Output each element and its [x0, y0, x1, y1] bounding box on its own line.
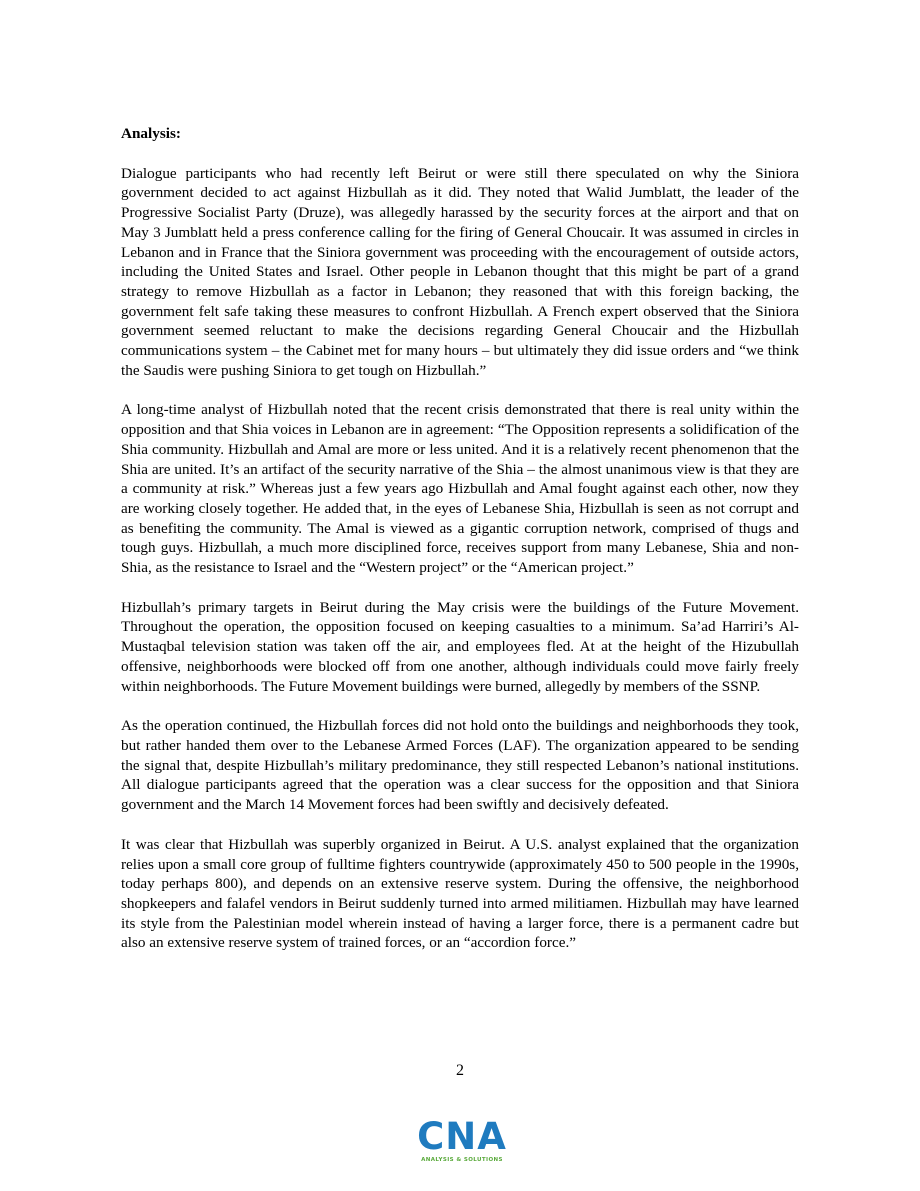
section-heading: Analysis: — [121, 125, 181, 142]
logo-tagline: ANALYSIS & SOLUTIONS — [421, 1157, 503, 1163]
paragraph: A long-time analyst of Hizbullah noted that the recent crisis demonstrated that there is real unity within the opposition and that Shia voices in Lebanon are in agreement: “The Opposition represents a solidification of the Shia community. Hizbullah and Amal are more or less united. And it is a relatively recent phenomenon that the Shia are united. It’s an artifact of the security narrative of the Shia – the almost unanimous view is that they are a community at risk.” Whereas just a few years ago Hizbullah and Amal fought against each other, now they are working closely together. He added that, in the eyes of Lebanese Shia, Hizbullah is seen as not corrupt and as benefiting the community. The Amal is viewed as a gigantic corruption network, comprised of thugs and tough guys. Hizbullah, a much more disciplined force, receives support from many Lebanese, Shia and non-Shia, as the resistance to Israel and the “Western project” or the “American project.” — [121, 401, 799, 577]
document-body — [121, 124, 799, 973]
logo-wordmark: CNA — [417, 1115, 507, 1158]
cna-logo — [414, 1117, 510, 1167]
page-number: 2 — [456, 1062, 464, 1079]
paragraph: It was clear that Hizbullah was superbly organized in Beirut. A U.S. analyst explained that the organization relies upon a small core group of fulltime fighters countrywide (approximately 450 to 500 people in the 1990s, today perhaps 800), and depends on an extensive reserve system. During the offensive, the neighborhood shopkeepers and falafel vendors in Beirut suddenly turned into armed militiamen. Hizbullah may have learned its style from the Palestinian model wherein instead of having a larger force, there is a permanent cadre but also an extensive reserve system of trained forces, or an “accordion force.” — [121, 835, 799, 952]
paragraph: Hizbullah’s primary targets in Beirut during the May crisis were the buildings of the Future Movement. Throughout the operation, the opposition focused on keeping casualties to a minimum. Sa’ad Harriri’s Al-Mustaqbal television station was taken off the air, and employees fled. At at the height of the Hizubullah offensive, neighborhoods were blocked off from one another, although individuals could move fairly freely within neighborhoods. The Future Movement buildings were burned, allegedly by members of the SSNP. — [121, 598, 799, 695]
paragraph: Dialogue participants who had recently left Beirut or were still there speculated on why the Siniora government decided to act against Hizbullah as it did. They noted that Walid Jumblatt, the leader of the Progressive Socialist Party (Druze), was allegedly harassed by the security forces at the airport and that on May 3 Jumblatt held a press conference calling for the firing of General Choucair. It was assumed in circles in Lebanon and in France that the Siniora government was proceeding with the encouragement of outside actors, including the United States and Israel. Other people in Lebanon thought that this might be part of a grand strategy to remove Hizbullah as a factor in Lebanon; they reasoned that with this foreign backing, the government felt safe taking these measures to confront Hizbullah. A French expert observed that the Siniora government seemed reluctant to make the decisions regarding General Choucair and the Hizbullah communications system – the Cabinet met for many hours – but ultimately they did issue orders and “we think the Saudis were pushing Siniora to get tough on Hizbullah.” — [121, 164, 799, 379]
paragraph: As the operation continued, the Hizbullah forces did not hold onto the buildings and neighborhoods they took, but rather handed them over to the Lebanese Armed Forces (LAF). The organization appeared to be sending the signal that, despite Hizbullah’s military predominance, they still respected Lebanon’s national institutions. All dialogue participants agreed that the operation was a clear success for the opposition and that Siniora government and the March 14 Movement forces had been swiftly and decisively defeated. — [121, 717, 799, 814]
